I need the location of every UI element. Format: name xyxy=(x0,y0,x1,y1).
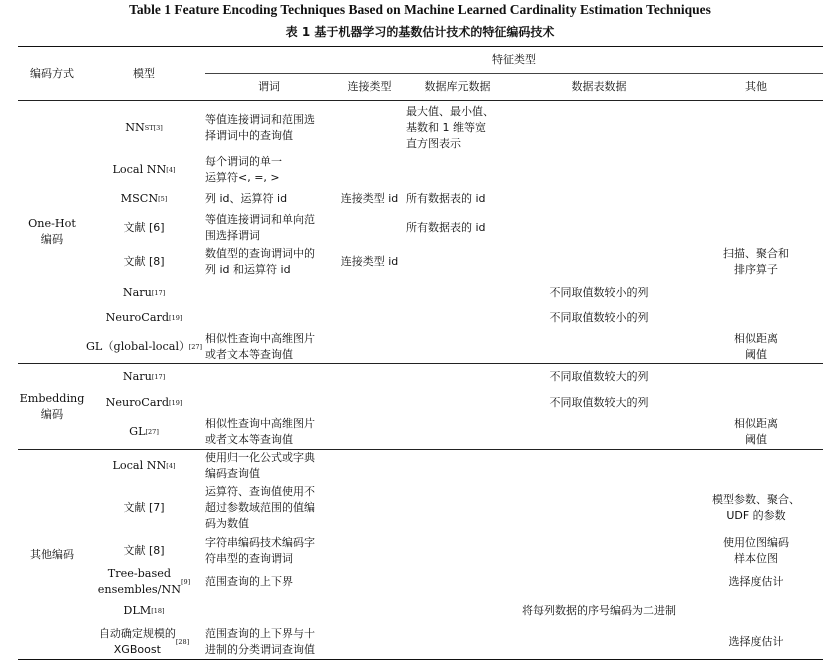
predicate-cell: 等值连接谓词和单向范 围选择谓词 xyxy=(205,212,315,242)
predicate-cell: 等值连接谓词和范围选 择谓词中的查询值 xyxy=(205,112,315,142)
table-cell: 不同取值数较大的列 xyxy=(549,370,649,383)
model-name: Tree-based ensembles/NN xyxy=(97,567,182,596)
model-name: NeuroCard xyxy=(105,395,170,409)
db-meta-cell: 所有数据表的 id xyxy=(406,191,486,205)
model-cell xyxy=(86,243,202,280)
predicate-cell: 每个谓词的单一 运算符<, =, > xyxy=(205,154,282,184)
header-predicate: 谓词 xyxy=(258,80,280,93)
predicate-cell: 相似性查询中高维图片 或者文本等查询值 xyxy=(205,332,315,361)
model-name: DLM xyxy=(123,604,152,617)
header-model: 模型 xyxy=(133,66,155,80)
model-name: 文献 [6] xyxy=(123,220,165,234)
table-cell: 将每列数据的序号编码为二进制 xyxy=(522,604,676,617)
model-name: 文献 [8] xyxy=(123,254,165,268)
model-cell: Naru [17] xyxy=(122,370,166,383)
header-feature-type: 特征类型 xyxy=(492,53,536,66)
model-name: Naru xyxy=(122,285,152,299)
group-label-other: 其他编码 xyxy=(30,547,74,561)
header-table-data: 数据表数据 xyxy=(571,80,627,93)
predicate-cell: 范围查询的上下界与十 进制的分类谓词查询值 xyxy=(205,627,315,656)
header-join-type: 连接类型 xyxy=(347,80,392,93)
predicate-cell: 运算符、查询值使用不 超过参数域范围的值编 码为数值 xyxy=(205,485,315,530)
model-name: MSCN xyxy=(120,191,159,205)
group-label-onehot: One-Hot 编码 xyxy=(28,217,76,246)
model-name: GL xyxy=(129,425,146,438)
predicate-cell: 相似性查询中高维图片 或者文本等查询值 xyxy=(205,417,315,446)
predicate-cell: 数值型的查询谓词中的 列 id 和运算符 id xyxy=(205,246,315,276)
table-cell: 不同取值数较大的列 xyxy=(549,395,649,409)
table-cell: 不同取值数较小的列 xyxy=(549,285,649,299)
other-cell: 模型参数、聚合、 UDF 的参数 xyxy=(712,493,800,522)
db-meta-cell: 所有数据表的 id xyxy=(406,220,486,234)
predicate-cell: 列 id、运算符 id xyxy=(205,191,288,205)
bottom-rule xyxy=(18,659,823,660)
model-cell: Local NN [4] xyxy=(112,162,176,176)
group-label-embedding: Embedding 编码 xyxy=(19,391,85,421)
model-cell: NN ST [3] xyxy=(125,120,163,134)
other-cell: 选择度估计 xyxy=(728,635,784,648)
header-other: 其他 xyxy=(745,80,767,93)
predicate-cell: 范围查询的上下界 xyxy=(205,575,293,588)
model-name: NeuroCard xyxy=(105,311,170,324)
other-cell: 选择度估计 xyxy=(728,575,784,588)
model-name: 文献 [7] xyxy=(123,501,165,514)
model-name: Local NN xyxy=(112,162,167,176)
join-cell: 连接类型 id xyxy=(340,191,399,205)
model-cell xyxy=(86,482,202,534)
predicate-cell: 字符串编码技术编码字 符串型的查询谓词 xyxy=(205,535,315,565)
predicate-cell: 使用归一化公式或字典 编码查询值 xyxy=(205,451,315,480)
model-cell xyxy=(86,534,202,567)
model-name: Naru xyxy=(122,370,152,383)
model-cell: NeuroCard [19] xyxy=(105,311,183,324)
other-cell: 使用位图编码 样本位图 xyxy=(723,535,789,565)
model-name: 自动确定规模的 XGBoost xyxy=(98,627,176,656)
model-cell: 自动确定规模的 XGBoost [28] xyxy=(98,627,190,656)
table-title-en: Table 1 Feature Encoding Techniques Based on Machine Learned Cardinality Estimation Techniques xyxy=(129,2,711,17)
model-name: GL（global-local） xyxy=(86,340,191,353)
other-cell: 扫描、聚合和 排序算子 xyxy=(723,246,789,276)
db-meta-cell: 最大值、最小值、 基数和 1 维等宽 直方图表示 xyxy=(406,104,494,150)
model-cell: MSCN [5] xyxy=(120,191,168,205)
model-name: Local NN xyxy=(112,459,167,472)
model-cell: GL [27] xyxy=(129,425,159,438)
table-cell: 不同取值数较小的列 xyxy=(549,311,649,324)
table-title-zh: 表 1 基于机器学习的基数估计技术的特征编码技术 xyxy=(285,25,555,39)
model-name: 文献 [8] xyxy=(123,543,165,557)
model-cell: GL（global-local） [27] xyxy=(86,340,202,353)
header-db-metadata: 数据库元数据 xyxy=(424,80,491,93)
other-cell: 相似距离 阈值 xyxy=(734,417,778,446)
join-cell: 连接类型 id xyxy=(340,254,399,268)
model-cell: Naru [17] xyxy=(122,285,166,299)
model-cell xyxy=(86,212,202,243)
model-cell: DLM [18] xyxy=(123,604,165,617)
model-cell: Tree-based ensembles/NN [9] xyxy=(97,567,191,596)
other-cell: 相似距离 阈值 xyxy=(734,332,778,361)
model-cell: NeuroCard [19] xyxy=(105,395,183,409)
model-cell: Local NN [4] xyxy=(112,459,176,472)
model-name: NN xyxy=(125,120,145,134)
header-encoding: 编码方式 xyxy=(30,66,74,80)
